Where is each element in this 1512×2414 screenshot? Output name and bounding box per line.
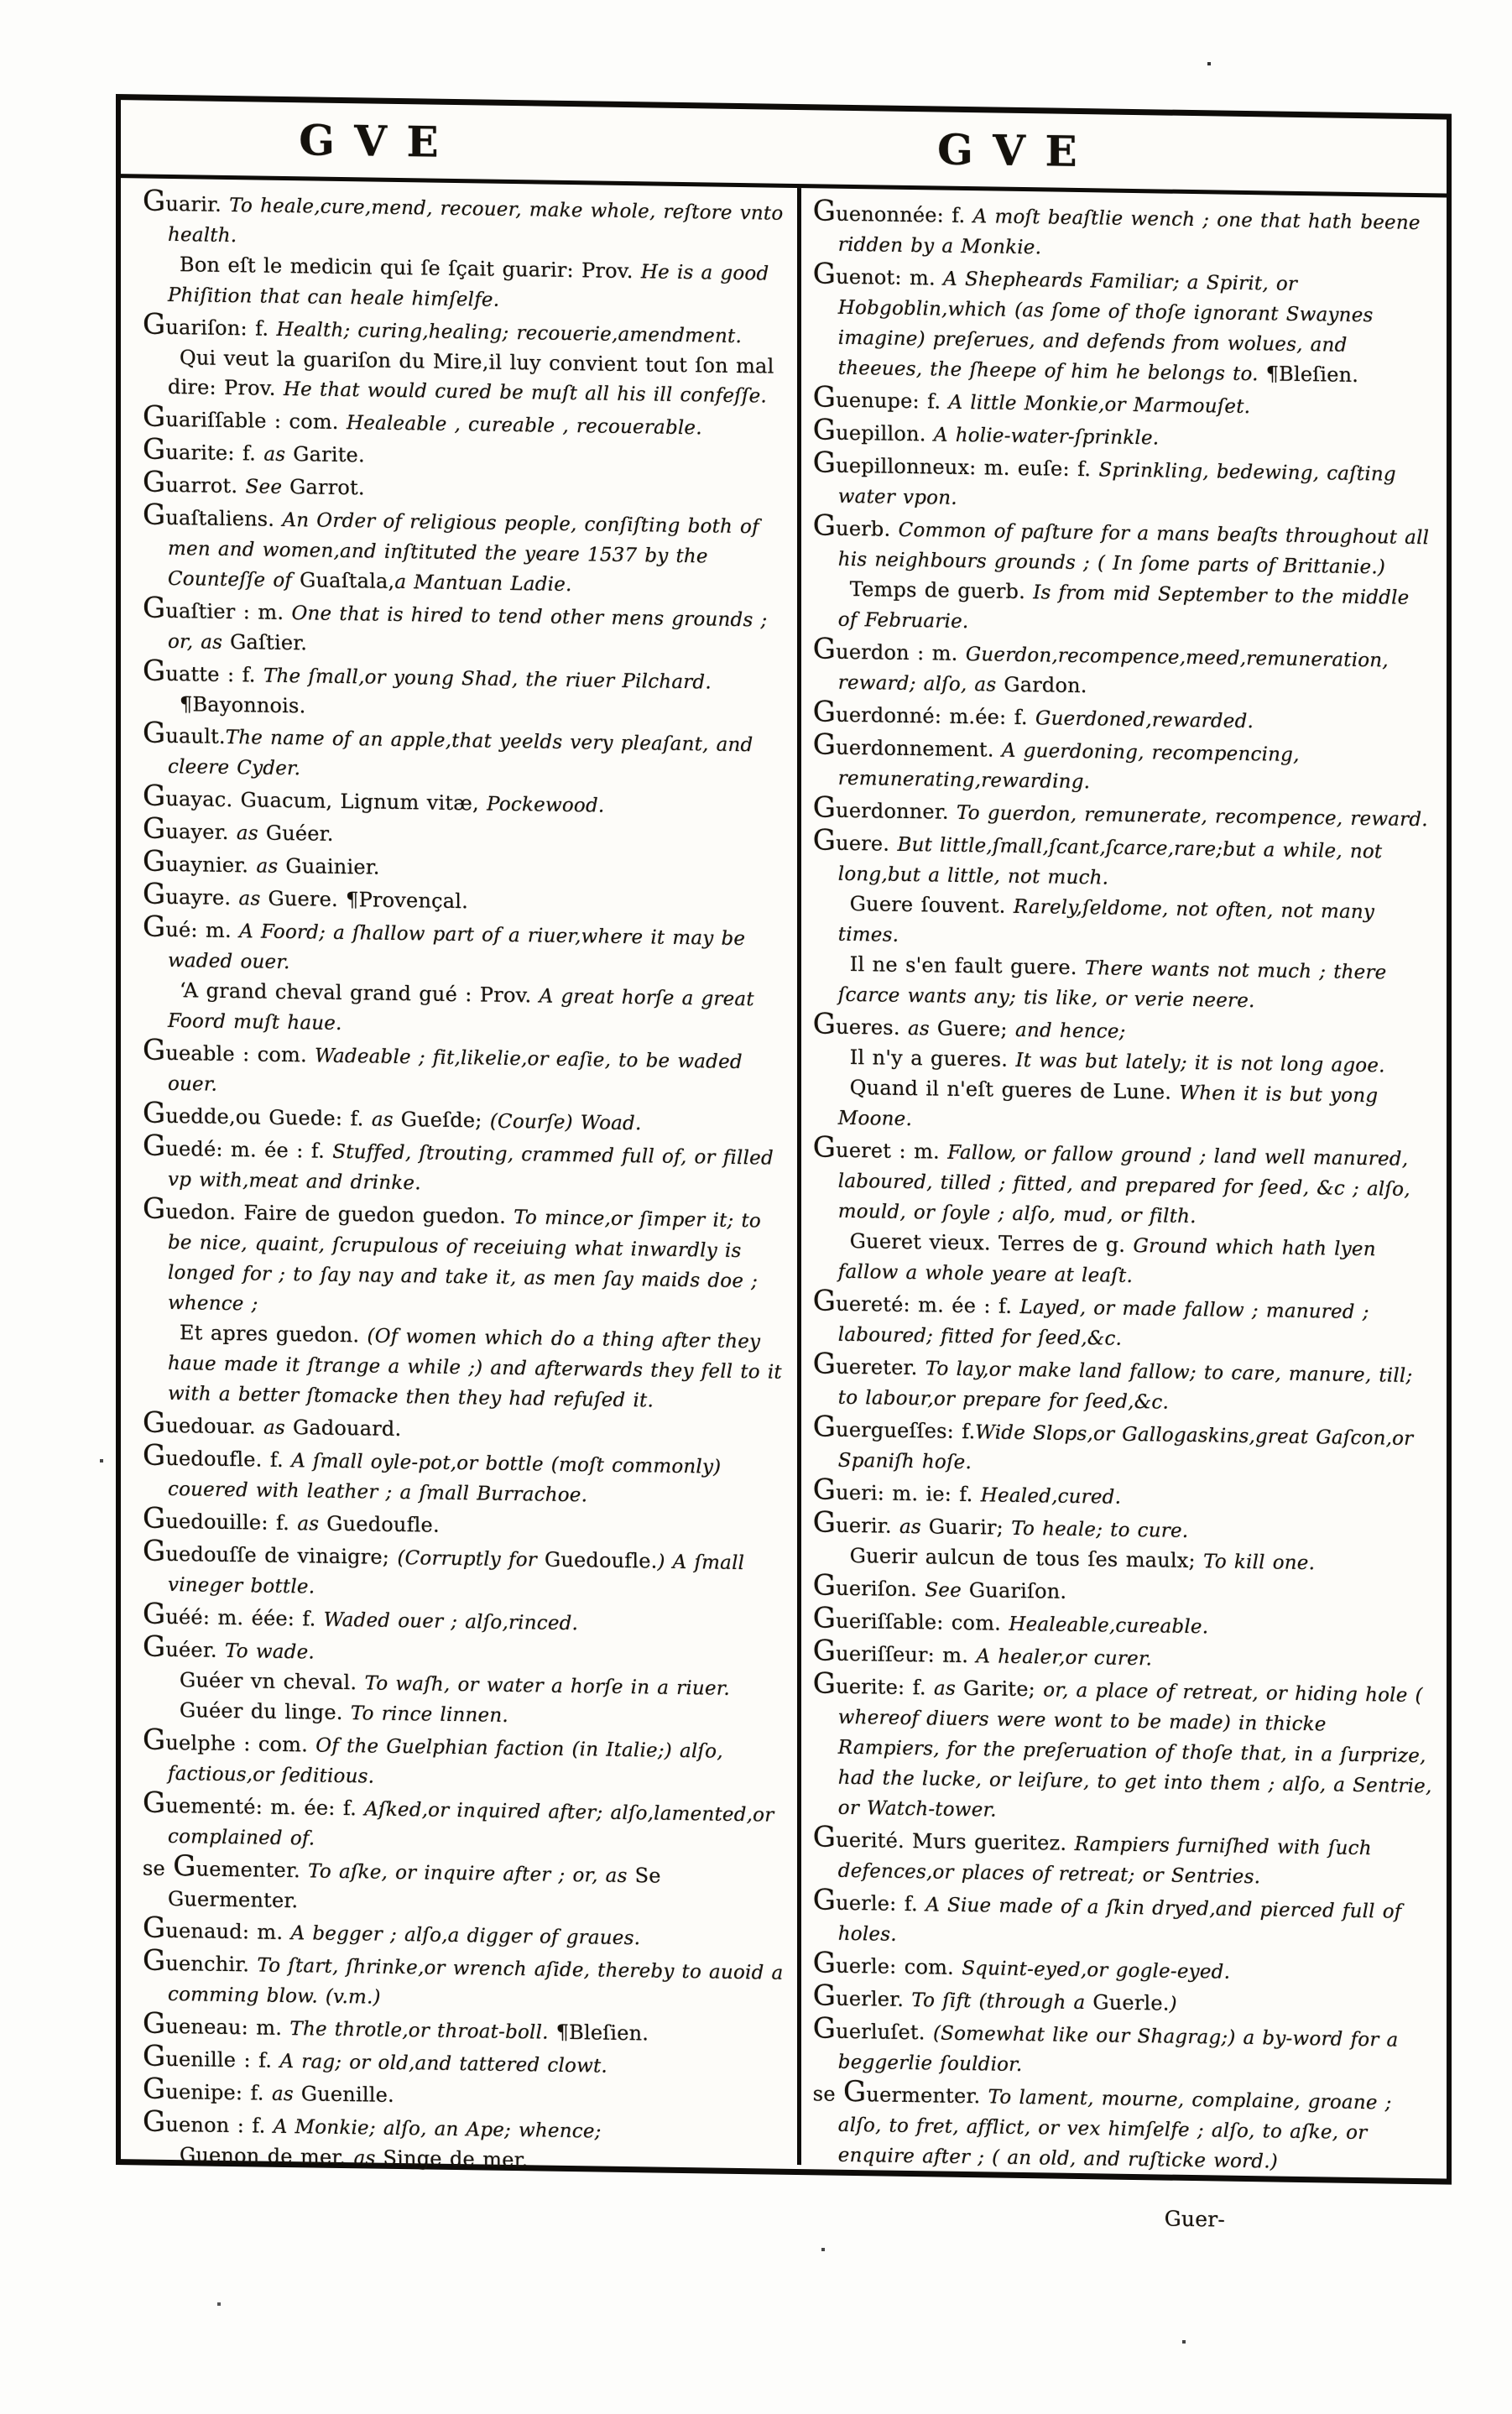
headword-initial: G [143,654,166,688]
italic-gloss: ) A ſmall vineger bottle. [168,1551,745,1598]
roman-text: uenon : f. [165,2112,274,2138]
dictionary-entry [143,1191,787,1327]
italic-gloss: To kill one. [1203,1551,1316,1575]
roman-text: uedé: m. ée : f. [165,1136,333,1163]
dictionary-entry [143,1536,787,1608]
roman-text: uedoufle. f. [165,1446,292,1473]
headword-initial: G [143,1534,166,1568]
italic-gloss: as [934,1677,963,1700]
italic-gloss: A rag; or old,and tattered clowt. [279,2050,607,2078]
sub-entry [143,975,787,1045]
sub-entry [813,1226,1435,1296]
italic-gloss: See [925,1579,969,1603]
italic-gloss: To rince linnen. [350,1702,508,1727]
dictionary-entry [812,2074,1435,2179]
italic-gloss: To waſh, or water a horſe in a riuer. [364,1672,730,1700]
headword-initial: G [812,1820,837,1854]
headword-initial: G [812,1946,837,1980]
headword-initial: G [143,1943,166,1978]
catchword [813,2198,1435,2237]
roman-text: Guedoufle. [544,1547,658,1573]
headword-initial: G [812,380,837,414]
roman-text: ueriſſeur: m. [836,1641,977,1668]
italic-gloss: To lay,or make land fallow; to care, manure, till; to labour,or prepare for ſeed,&c. [837,1358,1413,1414]
roman-text: uault. [165,723,226,748]
roman-text: uedouar. [165,1413,264,1439]
roman-text: Guéer. [265,821,334,846]
italic-gloss: as [371,1108,401,1132]
roman-text: Bon eſt le medicin qui ſe ſçait guarir: Prov. [180,253,641,284]
headword-initial: G [812,1130,837,1165]
italic-gloss: as [899,1515,929,1539]
dictionary-entry [812,2011,1435,2086]
roman-text: uatte : f. [165,661,263,687]
sub-entry [813,1072,1435,1142]
headword-initial: G [812,1634,837,1668]
roman-text: Guere; [936,1016,1016,1041]
headword-initial: G [812,1505,837,1540]
italic-gloss: Health; curing,healing; recouerie,amendment. [276,318,742,348]
dictionary-entry [813,1822,1435,1895]
roman-text: uedon. Faire de guedon guedon. [165,1199,514,1229]
italic-gloss: Fallow, or fallow ground ; land well manured, laboured, tilled ; fitted, and prepared for ſeed, &c ; alſo, mould, or ſoyle ; alſo, mud, or filth. [837,1141,1410,1228]
roman-text: ueneau: m. [165,2014,290,2041]
italic-gloss: as [907,1018,937,1040]
dictionary-entry [143,1725,787,1797]
headword-initial: G [143,1597,166,1631]
italic-gloss: He that would cured be muſt all his ill confeſſe. [283,378,767,408]
italic-gloss: Pockewood. [487,793,605,817]
roman-text: Guenon de mer. [180,2143,354,2170]
italic-gloss: A begger ; alſo,a digger of graues. [290,1922,641,1950]
headword-initial: G [143,1723,166,1757]
roman-text: Se Guermenter. [168,1864,661,1913]
italic-gloss: The throtle,or throat-boll. [289,2018,556,2044]
roman-text: Guenille. [300,2082,394,2107]
roman-text: Guerle. [1092,1990,1170,2015]
italic-gloss: To wade. [225,1640,315,1664]
roman-text: Qui veut la guariſon du Mire,il luy convient tout ſon mal dire: Prov. [168,346,774,400]
headword-initial: G [812,695,837,729]
dictionary-entry [143,1438,787,1513]
roman-text: Il n'y a gueres. [849,1045,1016,1071]
italic-gloss: (Of women which do a thing after they haue made it ſtrange a while ;) and afterwards they fell to it with a better ſtomacke then they had refuſed it. [168,1325,782,1412]
roman-text: Guéer du linge. [180,1698,351,1725]
italic-gloss: A holie-water-ſprinkle. [933,424,1160,450]
roman-text: uerdonner. [836,798,957,824]
headword-initial: G [812,823,837,858]
italic-gloss: as [297,1513,327,1535]
roman-text: Gadouard. [292,1416,402,1442]
scan-noise-specks [0,0,2,2]
sub-entry [143,249,787,319]
roman-text: uermenter. [866,2083,988,2109]
italic-gloss: A little Monkie,or Marmouſet. [948,391,1251,419]
headword-initial: G [812,1979,837,2013]
right-column [801,188,1447,2232]
roman-text: uereté: m. ée : f. [836,1291,1020,1318]
headword-initial: G [812,632,837,666]
dictionary-entry [143,593,787,665]
italic-gloss: A Foord; a ſhallow part of a riuer,where it may be waded ouer. [168,920,746,974]
roman-text: Quand il n'eſt gueres de Lune. [849,1075,1180,1104]
dictionary-entry [812,1130,1435,1235]
italic-gloss: To ſift (through a [911,1989,1093,2015]
dictionary-entry [813,1412,1435,1484]
headword-initial: G [843,2074,867,2109]
headword-initial: G [143,2104,166,2139]
roman-text: uayre. [165,884,239,910]
roman-text: uenipe: f. [165,2079,272,2105]
italic-gloss: A guerdoning, recompencing, remunerating,rewarding. [837,739,1300,794]
italic-gloss: as [236,822,266,845]
roman-text: uenonnée: f. [836,201,973,228]
dictionary-entry [143,186,787,258]
roman-text: uarir. [165,191,230,217]
headword-initial: G [143,1191,166,1226]
roman-text: uerle: f. [836,1890,926,1916]
roman-text: uariſſable : com. [165,407,347,435]
roman-text: uarrot. [165,472,246,498]
page-frame [116,94,1452,2232]
headword-initial: G [812,1473,837,1507]
roman-text: uereter. [836,1354,925,1380]
roman-text: Et apres guedon. [180,1321,368,1348]
headword-initial: G [812,1410,837,1444]
roman-text: ueret : m. [836,1138,948,1164]
italic-gloss: as [271,2083,301,2106]
italic-gloss: Sprinkling, bedewing, caſting water vpon. [837,459,1396,509]
roman-text: uerdonnement. [836,735,1002,762]
roman-text: Guariſon. [968,1578,1067,1603]
italic-gloss: To guerdon, remunerate, recompence, reward. [957,801,1428,832]
headword-initial: G [143,2072,166,2106]
headword-initial: G [812,2011,837,2046]
dictionary-entry [813,448,1435,520]
italic-gloss: and hence; [1015,1019,1126,1043]
roman-text: uementé: m. ée: f. [165,1793,365,1821]
dictionary-entry [143,1851,787,1922]
headword-initial: G [143,1786,166,1820]
italic-gloss: Waded ouer ; alſo,rinced. [323,1608,579,1635]
roman-text: uaſtier : m. [165,598,292,625]
roman-text: uerle: com. [836,1953,962,1979]
dictionary-entry [812,727,1435,802]
roman-text: ¶Bleſien. [1265,362,1359,387]
roman-text: se [143,1856,174,1881]
roman-text: ¶Bleſien. [555,2020,649,2046]
italic-gloss: To lament, mourne, complaine, groane ; alſo, to fret, afflict, or vex himſelfe ; alſo, to aſke, or enquire after ; ( an old, and ruſticke word.) [837,2086,1392,2173]
roman-text: Temps de guerb. [849,576,1034,604]
roman-text: uelphe : com. [165,1730,316,1757]
italic-gloss: as [353,2147,383,2170]
headword-initial: G [143,910,166,944]
headword-initial: G [143,1629,166,1664]
italic-gloss: (Corruptly for [397,1546,545,1572]
italic-gloss: Aſked,or inquired after; alſo,lamented,or complained of. [168,1798,774,1850]
roman-text: uaynier. [165,852,257,878]
italic-gloss: Common of paſture for a mans beaſts throughout all his neighbours grounds ; ( In ſome parts of Brittanie.) [837,519,1430,579]
roman-text: ué: m. [165,917,240,943]
headword-initial: G [812,257,837,291]
roman-text: ueres. [836,1014,908,1040]
headword-initial: G [143,2039,166,2073]
roman-text: Guerir aulcun de tous ſes maulx; [849,1543,1204,1573]
headword-initial: G [812,1601,837,1635]
italic-gloss: as [263,443,294,467]
roman-text: Gardon. [1004,672,1087,698]
italic-gloss: as [256,855,286,879]
roman-text: uementer. [196,1857,309,1883]
running-head-right: G V E [937,124,1080,176]
roman-text: Guarir; [928,1515,1012,1540]
italic-gloss: One that is hired to tend other mens grounds ; or, as [168,602,768,654]
roman-text: uenchir. [165,1951,258,1977]
italic-gloss: Rampiers furniſhed with ſuch defences,or places of retreat; or Sentries. [837,1833,1372,1889]
italic-gloss: A healer,or curer. [976,1645,1153,1671]
left-column [121,178,797,2172]
italic-gloss: The ſmall,or young Shad, the riuer Pilchard. [263,665,712,694]
italic-gloss: There wants not much ; there ſcarce wants any; tis like, or verie neere. [837,957,1387,1013]
italic-gloss: To ſtart, ſhrinke,or wrench aſide, thereby to auoid a comming blow. (v.m.) [168,1954,784,2009]
italic-gloss: A moſt beaſtlie wench ; one that hath beene ridden by a Monkie. [837,206,1421,259]
roman-text: uerité. Murs gueritez. [836,1827,1075,1855]
headword-initial: G [143,844,166,879]
roman-text: uedouille: f. [165,1509,298,1535]
dictionary-entry [813,196,1435,269]
italic-gloss: (Courſe) Woad. [489,1110,642,1135]
italic-gloss: a Mantuan Ladie. [394,571,572,597]
italic-gloss: Healeable,cureable. [1009,1613,1209,1639]
italic-gloss: A ſmall oyle-pot,or bottle (moſt commonly) couered with leather ; a ſmall Burrachoe. [168,1450,722,1507]
headword-initial: G [143,811,166,846]
dictionary-entry [813,1286,1435,1358]
headword-initial: G [812,727,837,762]
italic-gloss: To heale,cure,mend, recouer, make whole, reſtore vnto health. [168,195,784,248]
italic-gloss: The name of an apple,that yeelds very pleaſant, and cleere Cyder. [168,726,753,780]
italic-gloss: A Shepheards Familiar; a Spirit, or Hobgoblin,which (as ſome of thoſe ignorant Swaynes imagine) preſerues, and defends from wolues, and theeues, the ſheepe of him he belongs to. [837,268,1374,386]
headword-initial: G [812,1883,837,1917]
headword-initial: G [812,446,837,480]
italic-gloss: A great horſe a great Foord muſt haue. [168,985,754,1035]
italic-gloss: Wide Slops,or Gallogaskins,great Gaſcon,or Spaniſh hoſe. [837,1421,1414,1474]
headword-initial: G [143,877,166,911]
headword-initial: G [143,399,166,434]
italic-gloss: Wadeable ; fit,likelie,or eaſie, to be waded ouer. [168,1045,743,1096]
italic-gloss: It was but lately; it is not long agoe. [1015,1049,1385,1077]
roman-text: uariſon: f. [165,315,277,341]
roman-text: uerite: f. [836,1674,935,1700]
roman-text: ‘A grand cheval grand gué : Prov. [180,978,540,1008]
italic-gloss: or, a place of retreat, or hiding hole ( whereof diuers were wont to be made) in thicke Rampiers, for the preſeruation of thoſe that, in a ſurprize, had the lucke, or leiſure, to get into them ; alſo, a Sentrie, or Watch-tower. [837,1679,1432,1822]
italic-gloss: Squint-eyed,or gogle-eyed. [962,1957,1231,1984]
roman-text: Gueſde; [400,1108,490,1133]
sub-entry [813,949,1435,1019]
roman-text: Garite. [293,442,365,467]
roman-text: Guer- [1164,2206,1225,2232]
dictionary-entry [812,508,1435,583]
roman-text: uéer. [165,1637,226,1662]
italic-gloss: To mince,or ſimper it; to be nice, quaint, ſcrupulous of receiuing what inwardly is longed for ; to ſay nay and take it, as men ſay maids doe ; whence ; [168,1207,761,1316]
roman-text: Guere ſouvent. [849,891,1014,918]
italic-gloss: Stuffed, ſtrouting, crammed full of, or filled vp with,meat and drinke. [168,1140,774,1195]
italic-gloss: Of the Guelphian faction (in Italie;) alſo, factious,or ſeditious. [168,1734,723,1788]
italic-gloss: Rarely,ſeldome, not often, not many times. [837,895,1375,946]
headword-initial: G [143,1405,166,1440]
dictionary-entry [813,259,1435,392]
text-columns [121,178,1447,2232]
roman-text: uenot: m. [836,264,944,290]
roman-text: uéé: m. éée: f. [165,1604,324,1631]
roman-text: uergueſſes: f. [836,1417,976,1444]
dictionary-entry [813,1885,1435,1958]
roman-text: uepillonneux: m. euſe: f. [836,453,1099,482]
dictionary-entry [812,1666,1435,1832]
italic-gloss: as [263,1416,293,1440]
dictionary-entry [813,634,1435,706]
dictionary-entry [143,1131,787,1203]
italic-gloss: To aſke, or inquire after ; or, as [308,1860,635,1888]
dictionary-entry [143,500,787,602]
headword-initial: G [812,1007,837,1041]
roman-text: uere. [836,831,898,856]
roman-text: uarite: f. [165,440,264,466]
dictionary-entry [143,1943,787,2018]
headword-initial: G [143,1033,166,1067]
italic-gloss: (Somewhat like our Shagrag;) a by-word for a beggerlie ſouldior. [837,2022,1399,2077]
roman-text: se [812,2082,844,2106]
italic-gloss: When it is but yong Moone. [837,1082,1379,1131]
roman-text: uaſtaliens. [165,505,283,531]
dictionary-entry [143,912,787,984]
dictionary-entry [143,1035,787,1108]
roman-text: Gaſtier. [230,630,308,655]
roman-text: uenupe: f. [836,388,949,414]
italic-gloss: Is from mid September to the middle of Februarie. [837,581,1410,633]
headword-initial: G [812,790,837,825]
headword-initial: G [812,1568,837,1603]
italic-gloss: Healeable , cureable , recouerable. [346,412,702,440]
roman-text: uenaud: m. [165,1918,291,1945]
dictionary-entry [143,1788,787,1860]
roman-text: Singe de mer. [383,2145,529,2172]
roman-text: uerler. [836,1986,912,2012]
headword-initial: G [143,716,166,750]
roman-text: ueriſſable: com. [836,1608,1009,1635]
italic-gloss: See [245,476,290,499]
roman-text: uenille : f. [165,2046,280,2072]
roman-text: ueable : com. [165,1040,315,1067]
roman-text: uepillon. [836,420,934,446]
italic-gloss: Guerdoned,rewarded. [1035,707,1254,733]
roman-text: uerir. [836,1513,899,1538]
headword-initial: G [812,1666,837,1701]
roman-text: uerdonné: m.ée: f. [836,702,1036,730]
sub-entry [143,342,787,411]
headword-initial: G [143,1129,166,1163]
headword-initial: G [143,2006,166,2041]
roman-text: Guainier. [285,854,380,879]
roman-text: Il ne s'en fault guere. [849,952,1085,980]
italic-gloss: But little,ſmall,ſcant,ſcarce,rare;but a while, not long,but a little, not much. [837,833,1383,889]
headword-initial: G [143,498,166,532]
roman-text: uerluſet. [836,2019,933,2045]
roman-text: Garrot. [289,475,365,500]
headword-initial: G [812,194,837,228]
headword-initial: G [143,184,166,218]
italic-gloss: ) [1169,1993,1177,2015]
italic-gloss: A Siue made of a ſkin dryed,and pierced full of holes. [837,1894,1402,1946]
italic-gloss: Ground which hath lyen fallow a whole yeare at leaſt. [837,1234,1376,1287]
headword-initial: G [143,1096,166,1130]
headword-initial: G [143,465,166,499]
italic-gloss: Guerdon,recompence,meed,remuneration, reward; alſo, as [837,644,1389,696]
headword-initial: G [143,1501,166,1535]
dictionary-entry [143,718,787,790]
italic-gloss: Layed, or made fallow ; manured ; laboured; fitted for ſeed,&c. [837,1296,1369,1350]
roman-text: Guere. ¶Provençal. [268,886,468,914]
roman-text: uedouſſe de vinaigre; [165,1541,398,1569]
roman-text: Gueret vieux. Terres de g. [849,1228,1134,1257]
headword-initial: G [143,591,166,625]
roman-text: ¶Bayonnois. [180,692,306,718]
headword-initial: G [173,1849,196,1884]
headword-initial: G [143,307,166,342]
sub-entry [143,1317,787,1417]
headword-initial: G [143,779,166,813]
italic-gloss: An Order of religious people, conſiſting both of men and women,and inſtituted the yeare 1537 by the Counteſſe of [168,508,759,592]
italic-gloss: as [238,888,269,910]
headword-initial: G [812,1347,837,1381]
sub-entry [813,889,1435,958]
headword-initial: G [143,1438,166,1473]
roman-text: Guaſtala, [300,568,395,593]
italic-gloss: Healed,cured. [980,1484,1122,1509]
roman-text: uedde,ou Guede: f. [165,1103,372,1131]
roman-text: ueriſon. [836,1576,925,1602]
roman-text: uayer. [165,819,237,845]
italic-gloss: To heale; to cure. [1011,1517,1189,1542]
dictionary-entry [812,823,1435,898]
sub-entry [813,574,1435,644]
roman-text: uerb. [836,516,899,541]
roman-text: Guedoufle. [326,1511,440,1537]
roman-text: uayac. Guacum, Lignum vitæ, [165,786,487,816]
roman-text: uerdon : m. [836,639,966,666]
italic-gloss: He is a good Phiſition that can heale himſelfe. [168,261,769,311]
italic-gloss: A Monkie; alſo, an Ape; whence; [273,2115,602,2143]
headword-initial: G [812,1284,837,1318]
roman-text: Garite; [962,1676,1044,1702]
running-head-left: G V E [299,114,441,167]
roman-text: Guéer vn cheval. [180,1668,365,1695]
headword-initial: G [143,432,166,467]
headword-initial: G [812,413,837,447]
dictionary-entry [813,1349,1435,1421]
roman-text: ueri: m. ie: f. [836,1480,981,1507]
headword-initial: G [143,1911,166,1945]
headword-initial: G [812,508,837,543]
